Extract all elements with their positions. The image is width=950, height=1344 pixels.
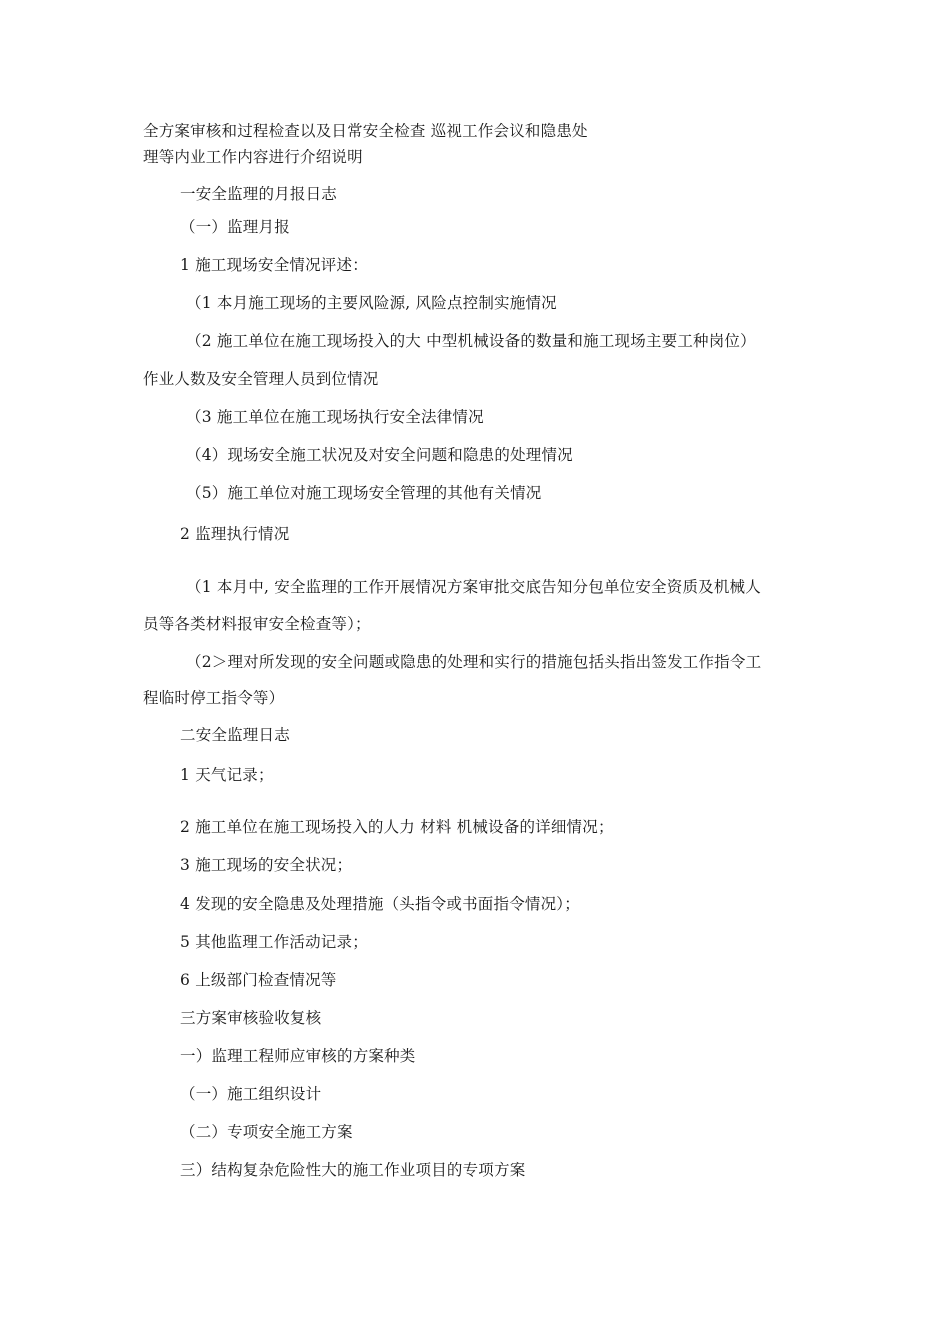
section-heading-3: 三方案审核验收复核 — [180, 1009, 322, 1027]
list-item: （1 本月中, 安全监理的工作开展情况方案审批交底告知分包单位安全资质及机械人 — [186, 578, 761, 596]
list-item-continuation: 作业人数及安全管理人员到位情况 — [143, 370, 379, 388]
list-item: （4）现场安全施工状况及对安全问题和隐患的处理情况 — [186, 446, 573, 464]
list-item: （5）施工单位对施工现场安全管理的其他有关情况 — [186, 484, 542, 502]
section-heading-2: 二安全监理日志 — [180, 726, 290, 744]
list-item: （2＞理对所发现的安全问题或隐患的处理和实行的措施包括头指出签发工作指令工 — [186, 653, 762, 671]
list-item: （3 施工单位在施工现场执行安全法律情况 — [186, 408, 484, 426]
list-item: （一）施工组织设计 — [180, 1085, 322, 1103]
text-line-intro-2: 理等内业工作内容进行介绍说明 — [143, 148, 363, 166]
list-item: 3 施工现场的安全状况； — [180, 856, 353, 874]
subsection-heading: 一）监理工程师应审核的方案种类 — [180, 1047, 416, 1065]
list-item: 1 天气记录； — [180, 766, 274, 784]
text-line-intro-1: 全方案审核和过程检查以及日常安全检查 巡视工作会议和隐患处 — [143, 122, 588, 140]
list-item: 4 发现的安全隐患及处理措施（头指令或书面指令情况）； — [180, 895, 580, 913]
section-heading-1: 一安全监理的月报日志 — [180, 185, 338, 203]
list-item: 2 施工单位在施工现场投入的人力 材料 机械设备的详细情况； — [180, 818, 614, 836]
list-item: （1 本月施工现场的主要风险源, 风险点控制实施情况 — [186, 294, 557, 312]
list-item: 三）结构复杂危险性大的施工作业项目的专项方案 — [180, 1161, 526, 1179]
list-item: 6 上级部门检查情况等 — [180, 971, 337, 989]
item-heading: 2 监理执行情况 — [180, 525, 290, 543]
item-heading: 1 施工现场安全情况评述： — [180, 256, 368, 274]
list-item-continuation: 程临时停工指令等） — [143, 689, 285, 707]
list-item-continuation: 员等各类材料报审安全检查等）； — [143, 615, 371, 633]
list-item: 5 其他监理工作活动记录； — [180, 933, 368, 951]
list-item: （2 施工单位在施工现场投入的大 中型机械设备的数量和施工现场主要工种岗位） — [186, 332, 756, 350]
list-item: （二）专项安全施工方案 — [180, 1123, 353, 1141]
subsection-heading: （一）监理月报 — [180, 218, 290, 236]
